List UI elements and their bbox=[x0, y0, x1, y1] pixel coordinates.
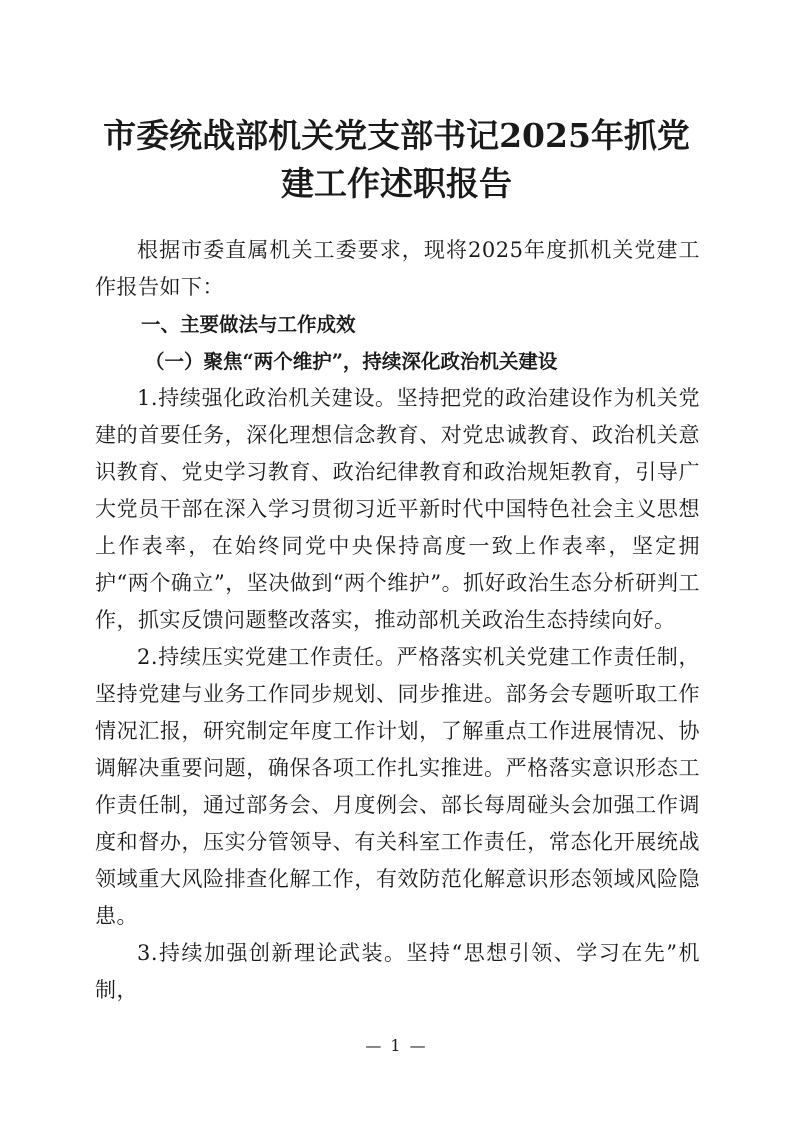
document-body bbox=[95, 232, 700, 1009]
paragraph-3: 3.持续加强创新理论武装。坚持“思想引领、学习在先”机制， bbox=[95, 941, 700, 1002]
title-line-2: 建工作述职报告 bbox=[281, 164, 512, 203]
document-title bbox=[0, 112, 793, 208]
paragraph-2: 2.持续压实党建工作责任。严格落实机关党建工作责任制，坚持党建与业务工作同步规划、同步推进。部务会专题听取工作情况汇报，研究制定年度工作计划，了解重点工作进展情况、协调解决重要问题，确保各项工作扎实推进。严格落实意识形态工作责任制，通过部务会、月度例会、部长每周碰头会加强工作调度和督办，压实分管领导、有关科室工作责任，常态化开展统战领域重大风险排查化解工作，有效防范化解意识形态领域风险隐患。 bbox=[95, 645, 700, 928]
title-line-1: 市委统战部机关党支部书记2025年抓党 bbox=[103, 116, 690, 155]
paragraph-1: 1.持续强化政治机关建设。坚持把党的政治建设作为机关党建的首要任务，深化理想信念教育、对党忠诚教育、政治机关意识教育、党史学习教育、政治纪律教育和政治规矩教育，引导广大党员干部在深入学习贯彻习近平新时代中国特色社会主义思想上作表率，在始终同党中央保持高度一致上作表率，坚定拥护“两个确立”，坚决做到“两个维护”。抓好政治生态分析研判工作，抓实反馈问题整改落实，推动部机关政治生态持续向好。 bbox=[95, 386, 700, 632]
page-number: — 1 — bbox=[365, 1036, 428, 1055]
subsection-heading: （一）聚焦“两个维护”，持续深化政治机关建设 bbox=[145, 350, 558, 373]
section-heading: 一、主要做法与工作成效 bbox=[141, 313, 356, 336]
intro-paragraph: 根据市委直属机关工委要求，现将2025年度抓机关党建工作报告如下： bbox=[95, 238, 700, 299]
